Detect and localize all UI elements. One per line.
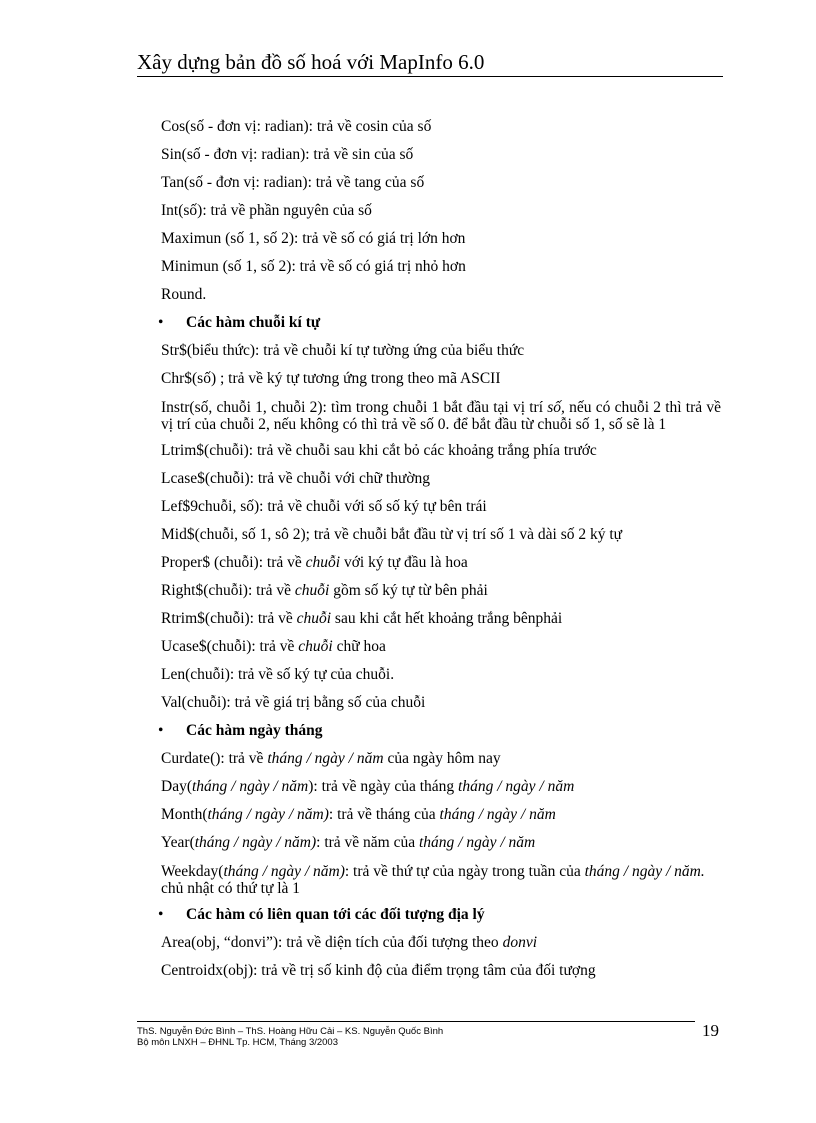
text-line: Lcase$(chuỗi): trả về chuỗi với chữ thường (161, 470, 431, 487)
text-run: Instr(số, chuỗi 1, chuỗi 2): tìm trong chuỗi 1 bắt đầu tại vị trí (161, 399, 548, 416)
italic-run: donvi (502, 934, 537, 951)
italic-run: chuỗi (305, 554, 341, 571)
text-line: Lef$9chuỗi, số): trả về chuỗi với số số ký tự bên trái (161, 498, 487, 515)
italic-run: tháng / ngày / năm (439, 806, 556, 823)
page-number: 19 (702, 1021, 719, 1040)
bullet-icon: • (158, 314, 164, 331)
italic-run: tháng / ngày / năm (267, 750, 384, 767)
italic-run: chuỗi (294, 582, 330, 599)
footer-rule (137, 1021, 695, 1022)
italic-run: tháng / ngày / năm) (194, 834, 317, 851)
text-line (161, 745, 721, 773)
header-rule (137, 76, 723, 77)
text-run: : trả về thứ tự của ngày trong tuần của (344, 863, 585, 880)
text-run: nếu có chuỗi 2 thì trả về vị trí của chuỗi 2, nếu không có thì trả về số 0. để bắt đầu từ chuỗi số 1, số sẽ là 1 (161, 399, 721, 433)
text-paragraph (161, 857, 721, 901)
text-run: Right$(chuỗi): trả về (161, 582, 295, 599)
section-heading-string-functions (158, 309, 721, 337)
text-line: Str$(biểu thức): trả về chuỗi kí tự tường ứng của biểu thức (161, 342, 525, 359)
text-run: Rtrim$(chuỗi): trả về (161, 610, 297, 627)
text-run: Ucase$(chuỗi): trả về (161, 638, 299, 655)
text-run: ): trả về ngày của tháng (308, 778, 459, 795)
text-run: Weekday( (161, 863, 224, 880)
text-run: Area(obj, “donvi”): trả về diện tích của đối tượng theo (161, 934, 503, 951)
text-line: Round. (161, 286, 207, 303)
text-line: Tan(số - đơn vị: radian): trả về tang của số (161, 174, 425, 191)
text-line (161, 605, 721, 633)
section-heading-date-functions (158, 717, 721, 745)
text-run: Year( (161, 834, 195, 851)
text-line (161, 929, 721, 957)
italic-run: tháng / ngày / năm (419, 834, 536, 851)
text-run: Proper$ (chuỗi): trả về (161, 554, 306, 571)
italic-run: tháng / ngày / năm) (223, 863, 345, 880)
text-line: Len(chuỗi): trả về số ký tự của chuỗi. (161, 666, 395, 683)
italic-run: chuỗi (298, 638, 333, 655)
text-line: Centroidx(obj): trả về trị số kinh độ của điểm trọng tâm của đối tượng (161, 962, 596, 979)
text-line (161, 577, 721, 605)
text-paragraph (161, 393, 721, 437)
text-run: của ngày hôm nay (383, 750, 501, 767)
text-line: Val(chuỗi): trả về giá trị bằng số của chuỗi (161, 694, 426, 711)
footer-authors: ThS. Nguyễn Đức Bình – ThS. Hoàng Hữu Cải – KS. Nguyễn Quốc Bình (137, 1026, 444, 1037)
footer-department: Bộ môn LNXH – ĐHNL Tp. HCM, Tháng 3/2003 (137, 1037, 339, 1048)
bullet-icon: • (158, 906, 164, 923)
footer-credits (137, 1026, 443, 1048)
italic-run: chuỗi (296, 610, 332, 627)
text-line (161, 773, 721, 801)
text-line: Mid$(chuỗi, số 1, sô 2); trả về chuỗi bắt đầu từ vị trí số 1 và dài số 2 ký tự (161, 526, 623, 543)
bullet-icon: • (158, 722, 164, 739)
italic-run: tháng / ngày / năm) (207, 806, 329, 823)
text-line: Cos(số - đơn vị: radian): trả về cosin của số (161, 118, 432, 135)
text-run: Curdate(): trả về (161, 750, 268, 767)
text-line (161, 633, 721, 661)
section-heading-text: Các hàm ngày tháng (186, 722, 323, 739)
text-line (161, 801, 721, 829)
text-run: với ký tự đầu là hoa (340, 554, 468, 571)
text-line: Sin(số - đơn vị: radian): trả về sin của số (161, 146, 414, 163)
section-heading-text: Các hàm chuỗi kí tự (186, 314, 321, 331)
text-run: Day( (161, 778, 192, 795)
text-line: Int(số): trả về phần nguyên của số (161, 202, 372, 219)
text-run: chữ hoa (332, 638, 386, 655)
italic-run: tháng / ngày / năm. (584, 863, 705, 880)
section-heading-text: Các hàm có liên quan tới các đối tượng địa lý (186, 906, 485, 923)
page-header-title: Xây dựng bản đồ số hoá với MapInfo 6.0 (137, 50, 485, 74)
text-line: Minimun (số 1, số 2): trả về số có giá trị nhỏ hơn (161, 258, 466, 275)
text-run: : trả về năm của (316, 834, 419, 851)
text-run: sau khi cắt hết khoảng trắng bênphải (331, 610, 563, 627)
text-line (161, 549, 721, 577)
italic-run: tháng / ngày / năm (458, 778, 575, 795)
italic-run: số, (547, 399, 565, 416)
text-line: Chr$(số) ; trả về ký tự tương ứng trong theo mã ASCII (161, 370, 501, 387)
text-run: Month( (161, 806, 208, 823)
text-run: gồm số ký tự từ bên phải (329, 582, 488, 599)
text-line: Ltrim$(chuỗi): trả về chuỗi sau khi cắt bỏ các khoảng trắng phía trước (161, 442, 597, 459)
text-line (161, 829, 721, 857)
text-run: : trả về tháng của (328, 806, 440, 823)
text-line: Maximun (số 1, số 2): trả về số có giá trị lớn hơn (161, 230, 466, 247)
section-heading-geo-functions (158, 901, 721, 929)
italic-run: tháng / ngày / năm (192, 778, 309, 795)
text-run: chủ nhật có thứ tự là 1 (161, 880, 301, 897)
page-content (158, 113, 721, 985)
